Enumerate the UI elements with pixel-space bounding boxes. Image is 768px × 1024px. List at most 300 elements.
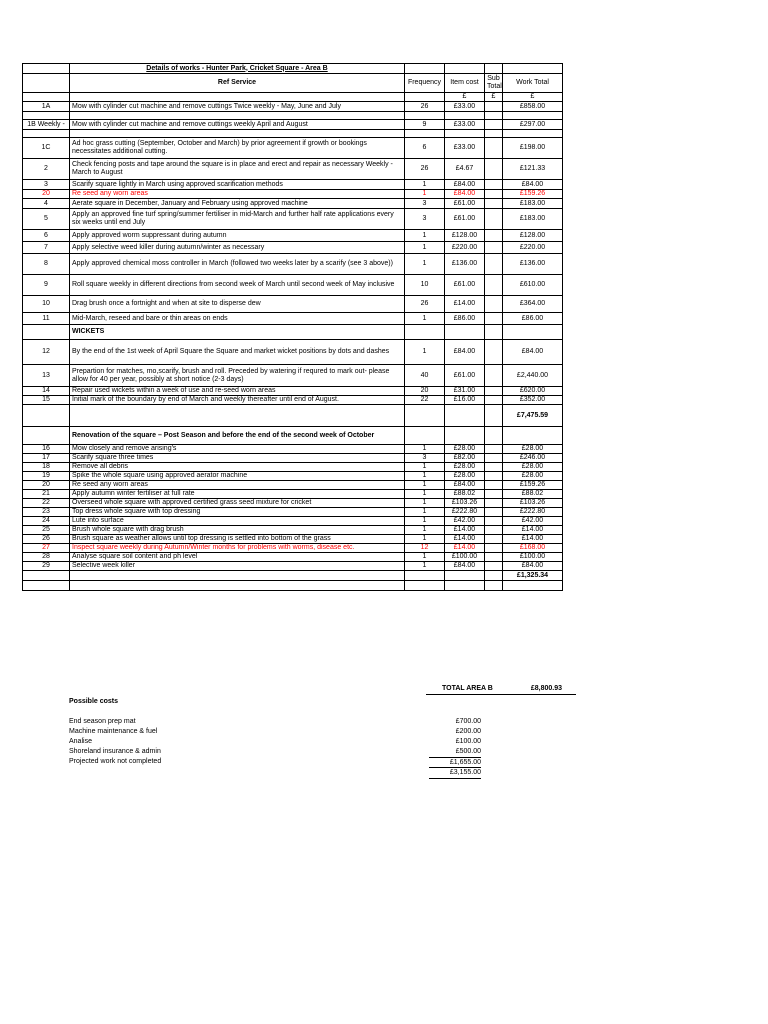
- row-frequency: 1: [405, 535, 445, 544]
- header-frequency: Frequency: [405, 74, 445, 93]
- row-sub-total: [485, 138, 503, 159]
- row-description: Inspect square weekly during Autumn/Winter months for problems with worms, disease etc.: [70, 544, 405, 553]
- row-ref: 11: [23, 313, 70, 325]
- row-ref: 10: [23, 296, 70, 313]
- table-row: [23, 571, 563, 581]
- table-row: [23, 405, 563, 427]
- row-item-cost: £14.00: [445, 544, 485, 553]
- header-row: [23, 74, 563, 93]
- total-area-line: [22, 685, 562, 695]
- row-description: Mow closely and remove arising's: [70, 445, 405, 454]
- row-work-total: £198.00: [503, 138, 563, 159]
- row-description: Lute into surface: [70, 517, 405, 526]
- row-description: Remove all debris: [70, 463, 405, 472]
- row-description: Ad hoc grass cutting (September, October and March) by prior agreement if growth or bookings necessitates additional cutting.: [70, 138, 405, 159]
- row-item-cost: £82.00: [445, 454, 485, 463]
- row-work-total: £84.00: [503, 340, 563, 365]
- row-sub-total: [485, 472, 503, 481]
- row-item-cost: £28.00: [445, 472, 485, 481]
- row-work-total: £620.00: [503, 387, 563, 396]
- row-item-cost: £61.00: [445, 199, 485, 209]
- possible-cost-label: Projected work not completed: [69, 758, 162, 765]
- row-description: Prepartion for matches, mo,scarify, brush and roll. Preceded by watering if requred to mark out- please allow for 40 per year, possibly at short notice (2-3 days): [70, 365, 405, 387]
- row-ref: 14: [23, 387, 70, 396]
- row-frequency: [405, 130, 445, 138]
- row-item-cost: £61.00: [445, 275, 485, 296]
- row-item-cost: £88.02: [445, 490, 485, 499]
- row-sub-total: [485, 313, 503, 325]
- row-ref: 18: [23, 463, 70, 472]
- currency-row: [23, 93, 563, 102]
- row-item-cost: £61.00: [445, 209, 485, 230]
- row-work-total: £858.00: [503, 102, 563, 112]
- row-description: [70, 571, 405, 581]
- row-description: Overseed whole square with approved certified grass seed mixture for cricket: [70, 499, 405, 508]
- table-row: [23, 138, 563, 159]
- table-row: [23, 199, 563, 209]
- row-work-total: £297.00: [503, 120, 563, 130]
- table-row: [23, 445, 563, 454]
- row-sub-total: [485, 159, 503, 180]
- row-ref: 29: [23, 562, 70, 571]
- row-sub-total: [485, 526, 503, 535]
- row-work-total: £128.00: [503, 230, 563, 242]
- row-item-cost: £84.00: [445, 180, 485, 190]
- table-row: [23, 325, 563, 340]
- row-work-total: [503, 581, 563, 591]
- row-item-cost: £33.00: [445, 138, 485, 159]
- row-ref: 5: [23, 209, 70, 230]
- row-work-total: £246.00: [503, 454, 563, 463]
- row-frequency: 3: [405, 209, 445, 230]
- table-row: [23, 553, 563, 562]
- row-ref: 20: [23, 481, 70, 490]
- row-sub-total: [485, 445, 503, 454]
- row-work-total: £28.00: [503, 472, 563, 481]
- row-frequency: 1: [405, 190, 445, 199]
- row-item-cost: £100.00: [445, 553, 485, 562]
- row-frequency: 1: [405, 562, 445, 571]
- table-row: [23, 535, 563, 544]
- row-sub-total: [485, 365, 503, 387]
- possible-cost-label: End season prep mat: [69, 718, 136, 725]
- row-sub-total: [485, 209, 503, 230]
- table-row: [23, 296, 563, 313]
- row-item-cost: £42.00: [445, 517, 485, 526]
- table-row: [23, 159, 563, 180]
- possible-cost-amount: £1,655.00: [429, 757, 481, 768]
- row-description: Apply selective weed killer during autumn/winter as necessary: [70, 242, 405, 254]
- row-ref: 7: [23, 242, 70, 254]
- row-sub-total: [485, 275, 503, 296]
- row-ref: 1C: [23, 138, 70, 159]
- row-ref: 19: [23, 472, 70, 481]
- row-ref: 26: [23, 535, 70, 544]
- row-ref: 21: [23, 490, 70, 499]
- row-item-cost: £4.67: [445, 159, 485, 180]
- row-description: Brush whole square with drag brush: [70, 526, 405, 535]
- row-ref: [23, 571, 70, 581]
- table-row: [23, 387, 563, 396]
- row-ref: 1B Weekly -: [23, 120, 70, 130]
- table-row: [23, 490, 563, 499]
- total-area-label: TOTAL AREA B: [442, 685, 493, 692]
- row-work-total: £121.33: [503, 159, 563, 180]
- table-row: [23, 481, 563, 490]
- row-frequency: 1: [405, 508, 445, 517]
- row-sub-total: [485, 242, 503, 254]
- row-item-cost: [445, 427, 485, 445]
- row-work-total: £28.00: [503, 463, 563, 472]
- row-sub-total: [485, 396, 503, 405]
- row-item-cost: £222.80: [445, 508, 485, 517]
- row-sub-total: [485, 180, 503, 190]
- row-frequency: [405, 427, 445, 445]
- row-sub-total: [485, 325, 503, 340]
- row-ref: [23, 405, 70, 427]
- row-frequency: 40: [405, 365, 445, 387]
- currency-sub-total: £: [485, 93, 503, 102]
- row-sub-total: [485, 454, 503, 463]
- row-frequency: 1: [405, 553, 445, 562]
- header-ref-service: Ref Service: [70, 74, 405, 93]
- row-work-total: £7,475.59: [503, 405, 563, 427]
- row-frequency: 12: [405, 544, 445, 553]
- row-description: Apply approved worm suppressant during autumn: [70, 230, 405, 242]
- table-row: [23, 463, 563, 472]
- row-ref: [23, 130, 70, 138]
- row-description: Top dress whole square with top dressing: [70, 508, 405, 517]
- row-work-total: £352.00: [503, 396, 563, 405]
- table-row: [23, 526, 563, 535]
- table-row: [23, 427, 563, 445]
- row-item-cost: £86.00: [445, 313, 485, 325]
- row-item-cost: £33.00: [445, 102, 485, 112]
- row-item-cost: £136.00: [445, 254, 485, 275]
- possible-cost-item: [69, 737, 489, 747]
- row-work-total: £220.00: [503, 242, 563, 254]
- row-description: Re seed any worn areas: [70, 190, 405, 199]
- table-row: [23, 365, 563, 387]
- row-work-total: £28.00: [503, 445, 563, 454]
- row-work-total: £84.00: [503, 562, 563, 571]
- row-work-total: £183.00: [503, 199, 563, 209]
- row-work-total: £159.26: [503, 481, 563, 490]
- table-row: [23, 130, 563, 138]
- row-description: Drag brush once a fortnight and when at site to disperse dew: [70, 296, 405, 313]
- row-frequency: 9: [405, 120, 445, 130]
- row-item-cost: [445, 112, 485, 120]
- row-ref: 16: [23, 445, 70, 454]
- row-description: Aerate square in December, January and February using approved machine: [70, 199, 405, 209]
- sheet-title: Details of works - Hunter Park, Cricket Square - Area B: [70, 64, 405, 74]
- row-frequency: 1: [405, 180, 445, 190]
- row-work-total: £2,440.00: [503, 365, 563, 387]
- row-work-total: [503, 112, 563, 120]
- row-ref: 23: [23, 508, 70, 517]
- row-work-total: £159.26: [503, 190, 563, 199]
- row-description: Apply autumn winter fertiliser at full rate: [70, 490, 405, 499]
- row-work-total: £168.00: [503, 544, 563, 553]
- row-work-total: £364.00: [503, 296, 563, 313]
- possible-costs: [69, 697, 489, 777]
- row-description: Renovation of the square – Post Season and before the end of the second week of October: [70, 427, 405, 445]
- possible-cost-amount: £700.00: [455, 718, 481, 725]
- row-sub-total: [485, 463, 503, 472]
- table-row: [23, 472, 563, 481]
- row-description: Mow with cylinder cut machine and remove cuttings weekly April and August: [70, 120, 405, 130]
- row-description: Re seed any worn areas: [70, 481, 405, 490]
- row-description: Scarify square three times: [70, 454, 405, 463]
- row-item-cost: £31.00: [445, 387, 485, 396]
- row-frequency: 1: [405, 254, 445, 275]
- row-item-cost: £61.00: [445, 365, 485, 387]
- row-sub-total: [485, 387, 503, 396]
- row-sub-total: [485, 481, 503, 490]
- row-frequency: 1: [405, 445, 445, 454]
- possible-cost-item: [69, 717, 489, 727]
- row-ref: 15: [23, 396, 70, 405]
- row-work-total: £136.00: [503, 254, 563, 275]
- row-item-cost: £28.00: [445, 463, 485, 472]
- row-ref: 28: [23, 553, 70, 562]
- row-description: Selective week killer: [70, 562, 405, 571]
- row-description: Scarify square lightly in March using approved scarification methods: [70, 180, 405, 190]
- possible-costs-grand-total: [69, 767, 489, 777]
- row-description: WICKETS: [70, 325, 405, 340]
- row-work-total: £88.02: [503, 490, 563, 499]
- row-sub-total: [485, 405, 503, 427]
- header-sub-total: Sub Total: [485, 74, 503, 93]
- row-item-cost: £84.00: [445, 190, 485, 199]
- row-item-cost: [445, 130, 485, 138]
- table-row: [23, 254, 563, 275]
- row-sub-total: [485, 190, 503, 199]
- table-row: [23, 544, 563, 553]
- row-sub-total: [485, 130, 503, 138]
- row-description: Mid-March, reseed and bare or thin areas on ends: [70, 313, 405, 325]
- row-description: Check fencing posts and tape around the square is in place and erect and repair as necessary Weekly - March to August: [70, 159, 405, 180]
- possible-cost-label: Shoreland insurance & admin: [69, 748, 161, 755]
- row-ref: 2: [23, 159, 70, 180]
- row-sub-total: [485, 254, 503, 275]
- possible-costs-heading: Possible costs: [69, 698, 119, 705]
- row-description: Brush square as weather allows until top dressing is settled into bottom of the grass: [70, 535, 405, 544]
- row-ref: 25: [23, 526, 70, 535]
- row-work-total: £84.00: [503, 180, 563, 190]
- row-sub-total: [485, 112, 503, 120]
- possible-cost-label: Analise: [69, 738, 92, 745]
- row-frequency: 26: [405, 159, 445, 180]
- row-ref: 9: [23, 275, 70, 296]
- currency-work-total: £: [503, 93, 563, 102]
- row-work-total: £86.00: [503, 313, 563, 325]
- possible-cost-amount: £100.00: [455, 738, 481, 745]
- row-sub-total: [485, 199, 503, 209]
- table-row: [23, 275, 563, 296]
- row-ref: [23, 325, 70, 340]
- row-item-cost: £33.00: [445, 120, 485, 130]
- row-sub-total: [485, 296, 503, 313]
- row-sub-total: [485, 562, 503, 571]
- row-frequency: 6: [405, 138, 445, 159]
- row-item-cost: £103.26: [445, 499, 485, 508]
- row-description: Mow with cylinder cut machine and remove cuttings Twice weekly - May, June and July: [70, 102, 405, 112]
- row-item-cost: £84.00: [445, 481, 485, 490]
- row-description: Analyse square soil content and ph level: [70, 553, 405, 562]
- row-frequency: [405, 581, 445, 591]
- row-ref: 8: [23, 254, 70, 275]
- row-frequency: 1: [405, 340, 445, 365]
- row-frequency: 20: [405, 387, 445, 396]
- table-row: [23, 313, 563, 325]
- possible-cost-item: [69, 757, 489, 767]
- header-item-cost: Item cost: [445, 74, 485, 93]
- table-row: [23, 340, 563, 365]
- row-description: [70, 112, 405, 120]
- row-ref: 27: [23, 544, 70, 553]
- row-description: [70, 581, 405, 591]
- row-frequency: 26: [405, 296, 445, 313]
- possible-costs-list: [69, 717, 489, 767]
- table-row: [23, 454, 563, 463]
- row-frequency: 1: [405, 517, 445, 526]
- row-item-cost: £220.00: [445, 242, 485, 254]
- row-ref: 4: [23, 199, 70, 209]
- row-item-cost: £128.00: [445, 230, 485, 242]
- total-area-value: £8,800.93: [530, 685, 562, 692]
- row-ref: 6: [23, 230, 70, 242]
- row-sub-total: [485, 508, 503, 517]
- table-row: [23, 180, 563, 190]
- table-row: [23, 581, 563, 591]
- row-sub-total: [485, 499, 503, 508]
- row-frequency: 1: [405, 472, 445, 481]
- row-item-cost: £28.00: [445, 445, 485, 454]
- row-ref: 24: [23, 517, 70, 526]
- row-sub-total: [485, 544, 503, 553]
- row-item-cost: £84.00: [445, 340, 485, 365]
- table-row: [23, 499, 563, 508]
- table-row: [23, 112, 563, 120]
- currency-item-cost: £: [445, 93, 485, 102]
- row-ref: 20: [23, 190, 70, 199]
- row-frequency: 1: [405, 242, 445, 254]
- possible-cost-amount: £200.00: [455, 728, 481, 735]
- row-frequency: 1: [405, 313, 445, 325]
- row-description: Roll square weekly in different directions from second week of March until second week of May inclusive: [70, 275, 405, 296]
- row-ref: 13: [23, 365, 70, 387]
- row-frequency: 10: [405, 275, 445, 296]
- table-row: [23, 508, 563, 517]
- row-frequency: 26: [405, 102, 445, 112]
- row-work-total: £222.80: [503, 508, 563, 517]
- row-item-cost: £16.00: [445, 396, 485, 405]
- row-work-total: £100.00: [503, 553, 563, 562]
- row-item-cost: [445, 405, 485, 427]
- row-sub-total: [485, 490, 503, 499]
- possible-cost-label: Machine maintenance & fuel: [69, 728, 158, 735]
- possible-cost-item: [69, 727, 489, 737]
- row-work-total: £103.26: [503, 499, 563, 508]
- row-description: [70, 130, 405, 138]
- row-description: Spike the whole square using approved aerator machine: [70, 472, 405, 481]
- row-frequency: 3: [405, 199, 445, 209]
- row-work-total: [503, 325, 563, 340]
- row-ref: [23, 112, 70, 120]
- row-item-cost: £84.00: [445, 562, 485, 571]
- row-work-total: £610.00: [503, 275, 563, 296]
- row-sub-total: [485, 102, 503, 112]
- title-row: [23, 64, 563, 74]
- table-row: [23, 517, 563, 526]
- row-frequency: [405, 325, 445, 340]
- row-ref: 17: [23, 454, 70, 463]
- row-frequency: 1: [405, 526, 445, 535]
- row-work-total: £42.00: [503, 517, 563, 526]
- table-row: [23, 230, 563, 242]
- row-work-total: £14.00: [503, 526, 563, 535]
- row-description: Apply an approved fine turf spring/summer fertiliser in mid-March and further half rate applications every six weeks until end July: [70, 209, 405, 230]
- row-ref: 22: [23, 499, 70, 508]
- table-row: [23, 562, 563, 571]
- row-sub-total: [485, 571, 503, 581]
- row-description: Repair used wickets within a week of use and re-seed worn areas: [70, 387, 405, 396]
- row-item-cost: £14.00: [445, 296, 485, 313]
- row-frequency: 1: [405, 463, 445, 472]
- row-frequency: [405, 571, 445, 581]
- row-work-total: [503, 130, 563, 138]
- row-sub-total: [485, 340, 503, 365]
- works-sheet: [22, 63, 562, 591]
- row-description: By the end of the 1st week of April Square the Square and market wicket positions by dots and dashes: [70, 340, 405, 365]
- row-ref: 1A: [23, 102, 70, 112]
- table-row: [23, 120, 563, 130]
- row-ref: 3: [23, 180, 70, 190]
- row-item-cost: £14.00: [445, 535, 485, 544]
- row-frequency: 1: [405, 481, 445, 490]
- table-row: [23, 396, 563, 405]
- row-sub-total: [485, 427, 503, 445]
- row-work-total: £183.00: [503, 209, 563, 230]
- works-table: [22, 63, 563, 591]
- row-ref: 12: [23, 340, 70, 365]
- row-item-cost: £14.00: [445, 526, 485, 535]
- row-frequency: 1: [405, 230, 445, 242]
- possible-cost-item: [69, 747, 489, 757]
- total-area-rule: [426, 694, 576, 695]
- row-item-cost: [445, 581, 485, 591]
- row-frequency: 1: [405, 499, 445, 508]
- row-sub-total: [485, 581, 503, 591]
- row-frequency: [405, 405, 445, 427]
- row-item-cost: [445, 325, 485, 340]
- row-frequency: 22: [405, 396, 445, 405]
- row-description: [70, 405, 405, 427]
- header-work-total: Work Total: [503, 74, 563, 93]
- table-row: [23, 102, 563, 112]
- row-ref: [23, 427, 70, 445]
- row-sub-total: [485, 230, 503, 242]
- row-work-total: £14.00: [503, 535, 563, 544]
- table-row: [23, 190, 563, 199]
- row-sub-total: [485, 120, 503, 130]
- row-ref: [23, 581, 70, 591]
- row-item-cost: [445, 571, 485, 581]
- table-row: [23, 242, 563, 254]
- row-description: Initial mark of the boundary by end of March and weekly thereafter until end of August.: [70, 396, 405, 405]
- possible-costs-grand-total-value: £3,155.00: [429, 767, 481, 779]
